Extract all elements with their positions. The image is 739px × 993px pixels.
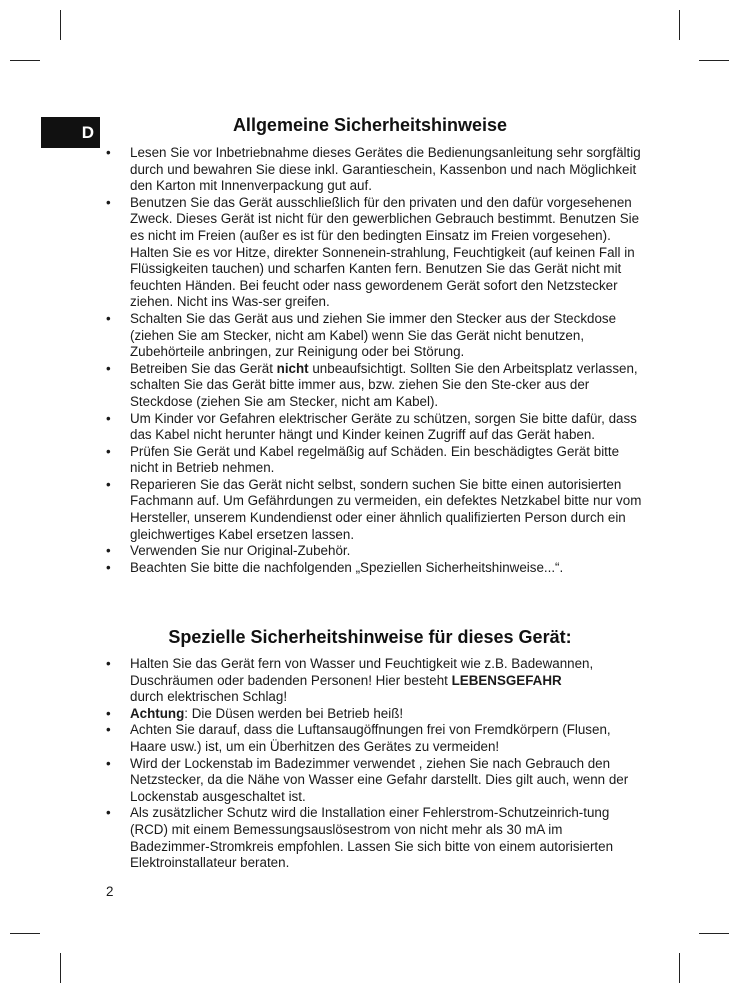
bullet-icon: • — [106, 722, 111, 738]
bullet-icon: • — [106, 705, 111, 721]
crop-mark — [679, 953, 680, 983]
list-item: • Um Kinder vor Gefahren elektrischer Geräte zu schützen, sorgen Sie bitte dafür, dass das Kabel nicht herunter hängt und Kinder keinen Zugriff auf das Gerät haben. — [106, 410, 637, 443]
list-item: • Prüfen Sie Gerät und Kabel regelmäßig auf Schäden. Ein beschädigtes Gerät bitte nicht in Betrieb nehmen. — [106, 443, 620, 476]
bullet-icon: • — [106, 656, 111, 671]
crop-mark — [679, 10, 680, 40]
list-item: • Beachten Sie bitte die nachfolgenden „Speziellen Sicherheitshinweise...“. — [106, 559, 564, 575]
page-number: 2 — [106, 884, 114, 899]
emphasis: Achtung — [130, 705, 185, 721]
list-item: • Als zusätzlicher Schutz wird die Installation einer Fehlerstrom-Schutzeinrich-tung (RCD) mit einem Bemessungsauslösestrom von nicht mehr als 30 mA im Badezimmer-Stromkreis empfohlen. Lassen Sie sich bitte von einem autorisierten Elektroinstallateur beraten. — [106, 805, 614, 871]
general-safety-heading: Allgemeine Sicherheitshinweise — [232, 115, 508, 135]
list-item: • Achten Sie darauf, dass die Luftansaugöffnungen frei von Fremdkörpern (Flusen, Haare usw.) ist, um ein Überhitzen des Gerätes zu vermeiden! — [106, 722, 611, 754]
special-safety-heading: Spezielle Sicherheitshinweise für dieses Gerät: — [168, 627, 572, 647]
bullet-icon: • — [106, 310, 111, 326]
language-tab: D — [41, 117, 100, 148]
list-item: • Achtung: Die Düsen werden bei Betrieb heiß! — [106, 705, 404, 721]
special-safety-list — [105, 656, 645, 872]
list-item: • Benutzen Sie das Gerät ausschließlich für den privaten und den dafür vorgesehenen Zweck. Dieses Gerät ist nicht für den gewerblichen Gebrauch bestimmt. Benutzen Sie es nicht im Freien (außer es ist für den bedingten Einsatz im Freien vorgesehen). Halten Sie es vor Hitze, direkter Sonnenein-strahlung, Feuchtigkeit (auf keinen Fall in Flüssigkeiten tauchen) und scharfen Kanten fern. Benutzen Sie das Gerät nicht mit feuchten Händen. Bei feucht oder nass gewordenem Gerät sofort den Netzstecker ziehen. Nicht ins Was-ser greifen. — [106, 194, 640, 310]
emphasis: nicht — [276, 360, 309, 376]
list-item: • Verwenden Sie nur Original-Zubehör. — [106, 543, 351, 559]
list-item: • Wird der Lockenstab im Badezimmer verwendet , ziehen Sie nach Gebrauch den Netzstecker, da die Nähe von Wasser eine Gefahr darstellt. Dies gilt auch, wenn der Lockenstab ausgeschaltet ist. — [106, 755, 629, 804]
general-safety-list — [105, 145, 645, 576]
bullet-icon: • — [106, 145, 111, 160]
bullet-icon: • — [106, 443, 111, 459]
bullet-icon: • — [106, 476, 111, 492]
bullet-icon: • — [106, 755, 111, 771]
crop-mark — [699, 933, 729, 934]
bullet-icon: • — [106, 805, 111, 821]
bullet-icon: • — [106, 194, 111, 210]
list-item: • Reparieren Sie das Gerät nicht selbst, sondern suchen Sie bitte einen autorisierten Fachmann auf. Um Gefährdungen zu vermeiden, ein defektes Netzkabel bitte nur vom Hersteller, unserem Kundendienst oder einer ähnlich qualifizierten Person durch ein gleichwertiges Kabel ersetzen lassen. — [106, 476, 642, 542]
bullet-icon: • — [106, 543, 111, 559]
crop-mark — [60, 953, 61, 983]
crop-mark — [10, 933, 40, 934]
list-item: • Lesen Sie vor Inbetriebnahme dieses Gerätes die Bedienungsanleitung sehr sorgfältig durch und bewahren Sie diese inkl. Garantieschein, Kassenbon und nach Möglichkeit den Karton mit Innenverpackung gut auf. — [106, 145, 641, 194]
crop-mark — [699, 60, 729, 61]
bullet-icon: • — [106, 559, 111, 575]
emphasis: LEBENSGEFAHR — [451, 672, 562, 688]
list-item: • Halten Sie das Gerät fern von Wasser und Feuchtigkeit wie z.B. Badewannen, Duschräumen oder badenden Personen! Hier besteht LEBENSGEFAHR durch elektrischen Schlag! — [106, 656, 594, 705]
crop-mark — [60, 10, 61, 40]
crop-mark — [10, 60, 40, 61]
list-item: • Schalten Sie das Gerät aus und ziehen Sie immer den Stecker aus der Steckdose (ziehen Sie am Stecker, nicht am Kabel) wenn Sie das Gerät nicht benutzen, Zubehörteile anbringen, zur Reinigung oder bei Störung. — [106, 310, 617, 360]
list-item: • Betreiben Sie das Gerät nicht unbeaufsichtigt. Sollten Sie den Arbeitsplatz verlassen, schalten Sie das Gerät bitte immer aus, bzw. ziehen Sie den Ste-cker aus der Steckdose (ziehen Sie am Stecker, nicht am Kabel). — [106, 360, 638, 409]
bullet-icon: • — [106, 360, 111, 376]
bullet-icon: • — [106, 410, 111, 426]
